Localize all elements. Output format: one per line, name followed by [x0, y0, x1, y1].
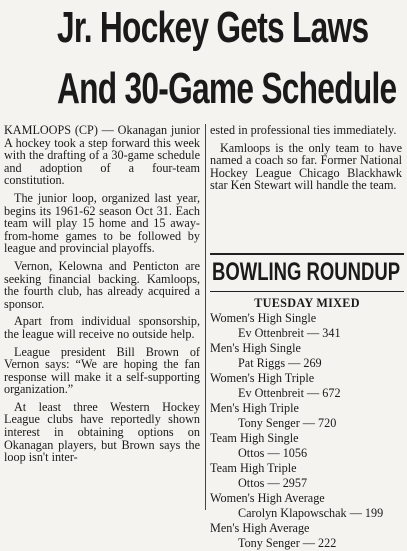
bowling-results — [210, 296, 404, 551]
bowling-subheading: TUESDAY MIXED — [254, 296, 360, 310]
article-paragraph: ested in professional ties immediately. — [210, 123, 397, 137]
section-rule — [210, 291, 404, 292]
section-rule — [210, 253, 404, 255]
headline-line-2: And 30-Game Schedule — [56, 64, 397, 113]
result-category: Women's High Single — [210, 311, 317, 325]
result-winner: Tony Senger — 222 — [238, 536, 337, 550]
result-category: Men's High Triple — [210, 401, 299, 415]
article-column-left — [4, 124, 200, 464]
article-paragraph: Vernon, Kelowna and Penticton are seeking financial backing. Kamloops, the fourth club, has already acquired a sponsor. — [4, 258, 200, 311]
result-winner: Ev Ottenbreit — 672 — [238, 386, 341, 400]
result-winner: Ev Ottenbreit — 341 — [238, 326, 341, 340]
article-paragraph: Apart from individual sponsorship, the league will receive no outside help. — [4, 314, 200, 341]
result-winner: Ottos — 2957 — [238, 476, 308, 490]
result-category: Men's High Average — [210, 521, 310, 535]
article-column-right — [210, 124, 402, 192]
result-category: Women's High Average — [210, 491, 325, 505]
result-winner: Carolyn Klapowschak — 199 — [238, 506, 384, 520]
headline-line-1: Jr. Hockey Gets Laws — [56, 3, 369, 52]
article-paragraph: At least three Western Hockey League clubs have reportedly shown interest in obtaining options on Okanagan players, but Brown says the loop isn't inter- — [4, 399, 200, 465]
article-paragraph: Kamloops is the only team to have named a coach so far. Former National Hockey League Chicago Blackhawk star Ken Stewart will handle the team. — [210, 140, 402, 193]
result-winner: Pat Riggs — 269 — [238, 356, 322, 370]
result-category: Team High Triple — [210, 461, 297, 475]
result-category: Women's High Triple — [210, 371, 315, 385]
result-category: Men's High Single — [210, 341, 301, 355]
result-winner: Ottos — 1056 — [238, 446, 308, 460]
article-paragraph: The junior loop, organized last year, begins its 1961-62 season Oct 31. Each team will play 15 home and 15 away-from-home games to be followed by league and provincial playoffs. — [4, 190, 200, 256]
result-winner: Tony Senger — 720 — [238, 416, 337, 430]
article-paragraph: KAMLOOPS (CP) — Okanagan junior A hockey took a step forward this week with the drafting of a 30-game schedule and adoption of a four-team constitution. — [4, 123, 200, 188]
article-paragraph: League president Bill Brown of Vernon says: “We are hoping the fan response will make it a self-supporting organization.” — [4, 344, 200, 397]
bowling-heading: BOWLING ROUNDUP — [212, 258, 401, 286]
result-category: Team High Single — [210, 431, 299, 445]
column-divider — [205, 124, 206, 510]
